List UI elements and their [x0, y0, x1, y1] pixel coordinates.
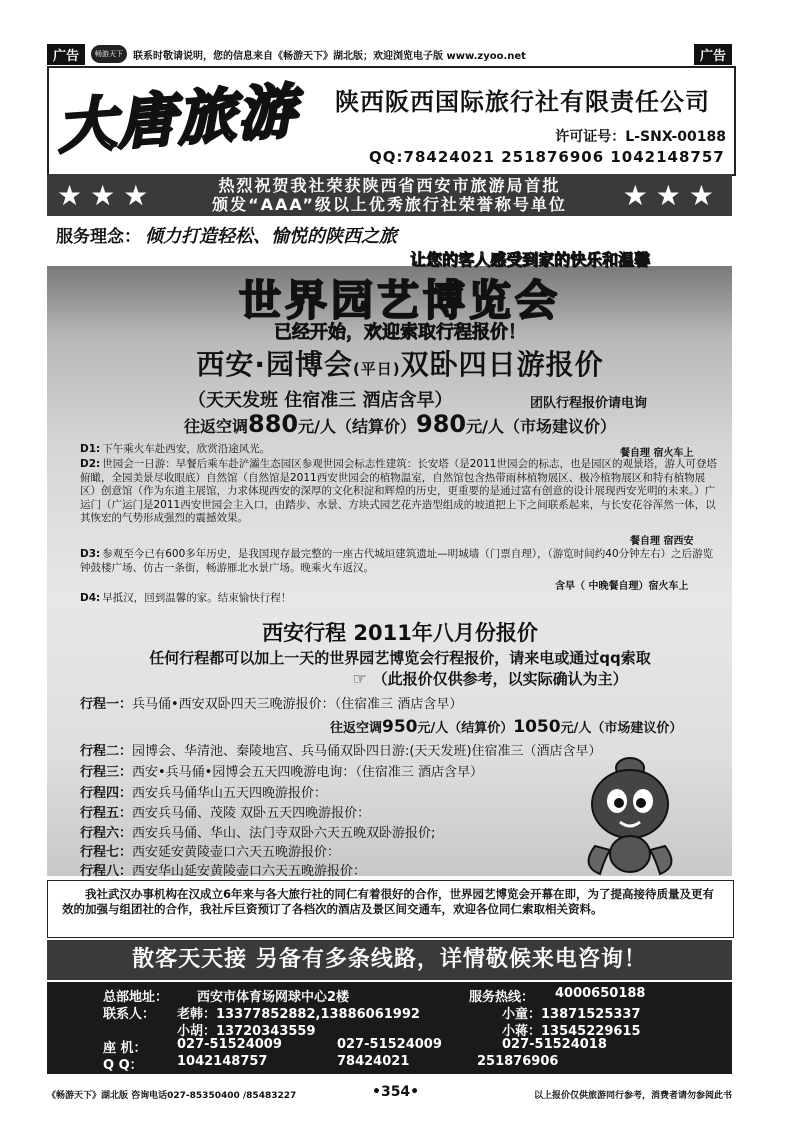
pointing-hand-icon: ☞ [352, 669, 367, 688]
price-market: 980 [416, 410, 467, 438]
contact-row-tel [47, 1037, 732, 1056]
datang-logo: 大唐旅游 [55, 76, 300, 162]
top-note: 联系时敬请说明，您的信息来自《畅游天下》湖北版；欢迎浏览电子版 www.zyoo.net [133, 50, 526, 62]
home-slogan: 让您的客人感受到家的快乐和温馨 [410, 250, 651, 269]
contact-row-people [47, 1003, 732, 1022]
qq-3: 251876906 [477, 1054, 559, 1069]
itinerary-d4 [80, 592, 720, 606]
honor-line-1: 热烈祝贺我社荣获陕西省西安市旅游局首批 [218, 176, 561, 195]
price-prefix: 往返空调 [184, 417, 249, 436]
price-settlement-unit: 元/人（结算价） [417, 721, 514, 736]
route-7 [80, 841, 340, 860]
contact-jiang: 小蒋：13545229615 [502, 1024, 641, 1039]
contact-row-hq [47, 986, 732, 1005]
honor-text [212, 176, 567, 214]
ad-tag-right: 广告 [694, 44, 732, 65]
route-label: 行程八： [80, 864, 133, 879]
contact-han: 老韩：13377852882,13886061992 [177, 1007, 420, 1022]
itinerary-d3 [80, 548, 720, 575]
day-text: 早抵汉，回到温馨的家。结束愉快行程！ [102, 592, 292, 604]
expo-price [0, 410, 800, 438]
august-line-1: 任何行程都可以加上一天的世界园艺博览会行程报价，请来电或通过qq索取 [149, 649, 651, 667]
honor-banner [47, 174, 732, 216]
route-label: 行程七： [80, 845, 133, 860]
expo-title: 世界园艺博览会 [238, 276, 561, 325]
price-market: 1050 [513, 717, 561, 737]
day-label: D2: [80, 458, 101, 470]
route-label: 行程一： [80, 697, 133, 712]
star-icon-left: ★★★ [57, 178, 157, 212]
tour-title-weekday: (平日) [352, 360, 401, 378]
qq-1: 1042148757 [177, 1054, 268, 1069]
company-header [47, 66, 736, 176]
tel-1: 027-51524009 [177, 1037, 282, 1052]
daily-banner: 散客天天接 另备有多条线路，详情敬候来电咨询！ [47, 940, 732, 980]
day-text: 下午乘火车赴西安，欣赏沿途风光。 [102, 443, 271, 455]
route-2 [80, 740, 602, 759]
top-bar [47, 44, 732, 64]
price-settlement: 880 [248, 410, 299, 438]
route-1 [80, 693, 462, 712]
route-4 [80, 782, 327, 801]
service-idea [56, 222, 397, 248]
hq-address: 西安市体育场网球中心2楼 [197, 990, 350, 1005]
route-1-price [330, 717, 682, 737]
tour-title-b: 双卧四日游报价 [400, 348, 604, 381]
star-icon-right: ★★★ [622, 178, 722, 212]
route-text: 西安兵马俑、茂陵 双卧五天四晚游报价： [132, 806, 371, 821]
tel-label: 座 机： [103, 1041, 147, 1056]
company-name: 陕西阪西国际旅行社有限责任公司 [335, 88, 710, 116]
route-label: 行程三： [80, 765, 133, 780]
honor-line-2: 颁发“AAA”级以上优秀旅行社荣誉称号单位 [212, 195, 567, 214]
hotline-number: 4000650188 [555, 986, 646, 1001]
route-text: 西安华山延安黄陵壶口六天五晚游报价： [132, 864, 367, 879]
day-label: D1: [80, 443, 101, 455]
meal-d3: 含早（ 中晚餐自理）宿火车上 [555, 581, 689, 592]
tour-title-a: 西安·园博会 [196, 348, 353, 381]
meal-d2: 餐自理 宿西安 [630, 536, 694, 547]
route-3 [80, 761, 483, 780]
price-market-unit: 元/人（市场建议价） [560, 721, 683, 736]
itinerary-d2 [80, 458, 720, 526]
office-intro [47, 880, 734, 938]
august-title: 西安行程 2011年八月份报价 [262, 621, 538, 645]
route-text: 西安兵马俑、华山、法门寺双卧六天五晚双卧游报价; [132, 826, 436, 841]
route-text: 西安延安黄陵壶口六天五晚游报价： [132, 845, 341, 860]
route-5 [80, 802, 370, 821]
magazine-logo: 畅游天下 [91, 45, 127, 63]
day-text: 参观至今已有600多年历史，是我国现存最完整的一座古代城垣建筑遗址—明城墙（门票自理），（游览时间约40分钟左右）之后游览钟鼓楼广场、仿古一条街，畅游雁北水景广场。晚乘火车返汉。 [80, 548, 714, 574]
route-6 [80, 822, 435, 841]
price-settlement-unit: 元/人（结算价） [298, 417, 416, 436]
hotline-label: 服务热线： [469, 990, 535, 1005]
route-text: 西安兵马俑华山五天四晚游报价： [132, 786, 328, 801]
expo-started: 已经开始，欢迎索取行程报价！ [274, 322, 526, 343]
license-number: 许可证号：L-SNX-00188 [555, 129, 726, 145]
page-number: •354• [372, 1084, 420, 1100]
qq-numbers: QQ:78424021 251876906 1042148757 [369, 148, 725, 166]
price-settlement: 950 [382, 717, 418, 737]
route-label: 行程四： [80, 786, 133, 801]
group-note: 团队行程报价请电询 [530, 396, 648, 411]
qq-label: Q Q： [103, 1058, 143, 1073]
price-prefix: 往返空调 [330, 721, 383, 736]
service-label: 服务理念： [56, 227, 141, 247]
route-text: 兵马俑•西安双卧四天三晚游报价：（住宿准三 酒店含早） [132, 697, 463, 712]
service-slogan: 倾力打造轻松、愉悦的陕西之旅 [145, 226, 397, 247]
contact-block [47, 982, 732, 1074]
hq-label: 总部地址： [103, 990, 169, 1005]
people-label: 联系人： [103, 1007, 156, 1022]
meal-d1: 餐自理 宿火车上 [620, 448, 694, 459]
route-text: 园博会、华清池、秦陵地宫、兵马俑双卧四日游:(天天发班)住宿准三（酒店含早） [132, 744, 602, 759]
qq-2: 78424021 [337, 1054, 410, 1069]
route-text: 西安•兵马俑•园博会五天四晚游电询：（住宿准三 酒店含早） [132, 765, 483, 780]
tour-title [0, 343, 800, 383]
contact-hu: 小胡：13720343559 [177, 1024, 316, 1039]
footer-left: 《畅游天下》湖北版 咨询电话027-85350400 /85483227 [47, 1091, 297, 1101]
route-label: 行程六： [80, 826, 133, 841]
price-market-unit: 元/人（市场建议价） [466, 417, 616, 436]
day-label: D4: [80, 592, 101, 604]
route-label: 行程五： [80, 806, 133, 821]
office-text: 我社武汉办事机构在汉成立6年来与各大旅行社的同仁有着很好的合作，世界园艺博览会开幕在即，为了提高接待质量及更有效的加强与组团社的合作，我社斥巨资预订了各档次的酒店及景区间交通车，欢迎各位同仁索取相关资料。 [62, 887, 714, 916]
contact-row-qq [47, 1054, 732, 1073]
contact-row-people-2 [47, 1020, 732, 1039]
footer-right: 以上报价仅供旅游同行参考，消费者请勿参阅此书 [533, 1091, 732, 1101]
august-line-2 [90, 668, 800, 689]
august-note: （此报价仅供参考，以实际确认为主） [372, 670, 628, 688]
day-label: D3: [80, 548, 101, 560]
day-text: 世园会一日游：早餐后乘车赴浐灞生态园区参观世园会标志性建筑：长安塔（是2011世园会的标志，也是园区的观景塔，游人可登塔俯瞰，全园美景尽收眼底）自然馆（自然馆是2011西安世园会的植物温室，自然馆包含热带雨林植物展区、极冷植物展区和特有植物展区）创意馆（作为东道主展馆，力求体现西安的深厚的文化积淀和辉煌的历史，更重要的是通过富有创意的设计展现西安光明的未来。）广运门（广运门是2011西安世园会主入口，由踏步、水景、方块式园艺花卉造型组成的坡道把上下之间联系起来，与长安花谷浑然一体，以其恢宏的气势形成强烈的震撼效果。 [80, 458, 717, 524]
tel-2: 027-51524009 [337, 1037, 442, 1052]
route-label: 行程二： [80, 744, 133, 759]
contact-tong: 小童：13871525337 [502, 1007, 641, 1022]
tour-subtitle: （天天发班 住宿准三 酒店含早） [188, 390, 453, 411]
expo-mascot-icon [575, 746, 685, 886]
ad-tag-left: 广告 [47, 44, 85, 65]
tel-3: 027-51524018 [502, 1037, 607, 1052]
route-8 [80, 860, 366, 879]
